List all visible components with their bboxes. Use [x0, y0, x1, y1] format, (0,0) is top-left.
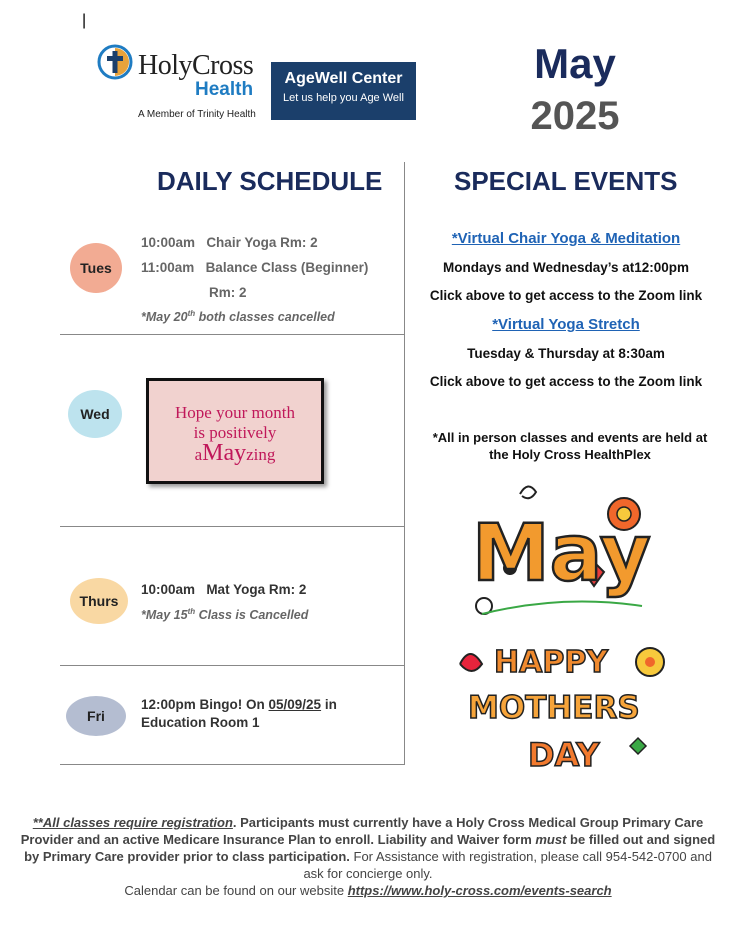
card-line-1: Hope your month — [175, 403, 295, 422]
day-badge-wed: Wed — [68, 390, 122, 438]
card-may: May — [202, 440, 247, 466]
note-post: both classes cancelled — [195, 310, 335, 325]
art-mothers-text: MOTHERS — [468, 690, 640, 726]
tues-line-3: Rm: 2 — [209, 285, 247, 300]
tues-line-2 — [141, 260, 368, 275]
row-divider — [60, 764, 404, 765]
special-events-title: SPECIAL EVENTS — [454, 166, 678, 196]
footer-text-1: . Participants must currently have a Holy Cross Medical Group Primary Care Provider and an active Medicare Insurance Plan to enroll. Liability and Waiver form — [20, 815, 704, 847]
note-pre: *May 15 — [141, 608, 188, 623]
class-name: Balance Class (Beginner) — [205, 260, 369, 275]
art-day-text: DAY — [528, 736, 600, 774]
footer-text-2: be filled out and signed by Primary Care provider prior to class participation. — [24, 832, 716, 864]
happy-mothers-day-art — [452, 472, 682, 782]
fri-line-1 — [141, 697, 337, 712]
card-a: a — [194, 445, 203, 464]
row-divider — [60, 665, 404, 666]
heart-icon — [460, 654, 482, 671]
notice-line-2: the Holy Cross HealthPlex — [489, 447, 651, 462]
fri-date: 05/09/25 — [268, 697, 322, 712]
art-happy-text: HAPPY — [494, 645, 609, 680]
logo-name: HolyCross — [138, 50, 254, 81]
row-divider — [60, 526, 404, 527]
fri-text: 12:00pm Bingo! On — [141, 697, 269, 712]
agewell-badge — [271, 62, 416, 120]
card-zing: zing — [246, 445, 276, 464]
calendar-link[interactable]: https://www.holy-cross.com/events-search — [347, 883, 612, 898]
virtual-yoga-stretch-link[interactable]: *Virtual Yoga Stretch — [492, 316, 640, 333]
event2-when: Tuesday & Thursday at 8:30am — [467, 346, 665, 361]
class-name: Mat Yoga Rm: 2 — [206, 582, 307, 597]
note-sup: th — [187, 309, 196, 318]
day-badge-tues: Tues — [70, 243, 122, 293]
thurs-cancel-note — [141, 607, 308, 622]
card-line-3 — [149, 440, 321, 466]
footer-text-3: For Assistance with registration, please call 954-542-0700 and ask for concierge only. — [303, 849, 712, 881]
event2-cta: Click above to get access to the Zoom link — [429, 374, 703, 389]
note-post: Class is Cancelled — [195, 608, 309, 623]
class-name: Chair Yoga Rm: 2 — [206, 235, 318, 250]
card-line-2: is positively — [193, 423, 277, 442]
day-badge-fri: Fri — [66, 696, 126, 736]
row-divider — [60, 334, 404, 335]
swirl-icon — [520, 486, 536, 498]
column-divider — [404, 162, 405, 765]
cross-emblem-icon — [97, 44, 133, 80]
calendar-text: Calendar can be found on our website — [124, 883, 348, 898]
day-badge-thurs: Thurs — [70, 578, 128, 624]
year-heading: 2025 — [530, 94, 620, 138]
tues-line-1 — [141, 235, 318, 250]
footer-must: must — [535, 832, 567, 847]
logo-member-line: A Member of Trinity Health — [138, 109, 256, 120]
time: 11:00am — [141, 260, 195, 275]
time: 10:00am — [141, 235, 196, 250]
time: 10:00am — [141, 582, 196, 597]
note-sup: th — [187, 607, 196, 616]
agewell-title: AgeWell Center — [284, 70, 403, 87]
agewell-tagline: Let us help you Age Well — [283, 92, 404, 104]
virtual-chair-yoga-link[interactable]: *Virtual Chair Yoga & Meditation — [451, 230, 681, 247]
thurs-line-1 — [141, 582, 306, 597]
art-may-text: May — [472, 509, 651, 599]
text-cursor-mark: | — [82, 12, 87, 29]
event1-when: Mondays and Wednesday’s at12:00pm — [442, 260, 690, 275]
daily-schedule-title: DAILY SCHEDULE — [157, 166, 383, 196]
footer-notice — [18, 814, 718, 899]
notice-line-1: *All in person classes and events are held at — [432, 430, 708, 445]
month-heading: May — [534, 40, 616, 87]
registration-required: **All classes require registration — [32, 815, 233, 830]
tues-cancel-note — [141, 309, 335, 324]
event1-cta: Click above to get access to the Zoom link — [429, 288, 703, 303]
logo-health: Health — [195, 79, 254, 100]
fri-line-2: Education Room 1 — [141, 715, 260, 730]
mayzing-card — [146, 378, 324, 484]
clover-icon — [630, 738, 646, 754]
note-pre: *May 20 — [141, 310, 188, 325]
fri-text-post: in — [321, 697, 337, 712]
